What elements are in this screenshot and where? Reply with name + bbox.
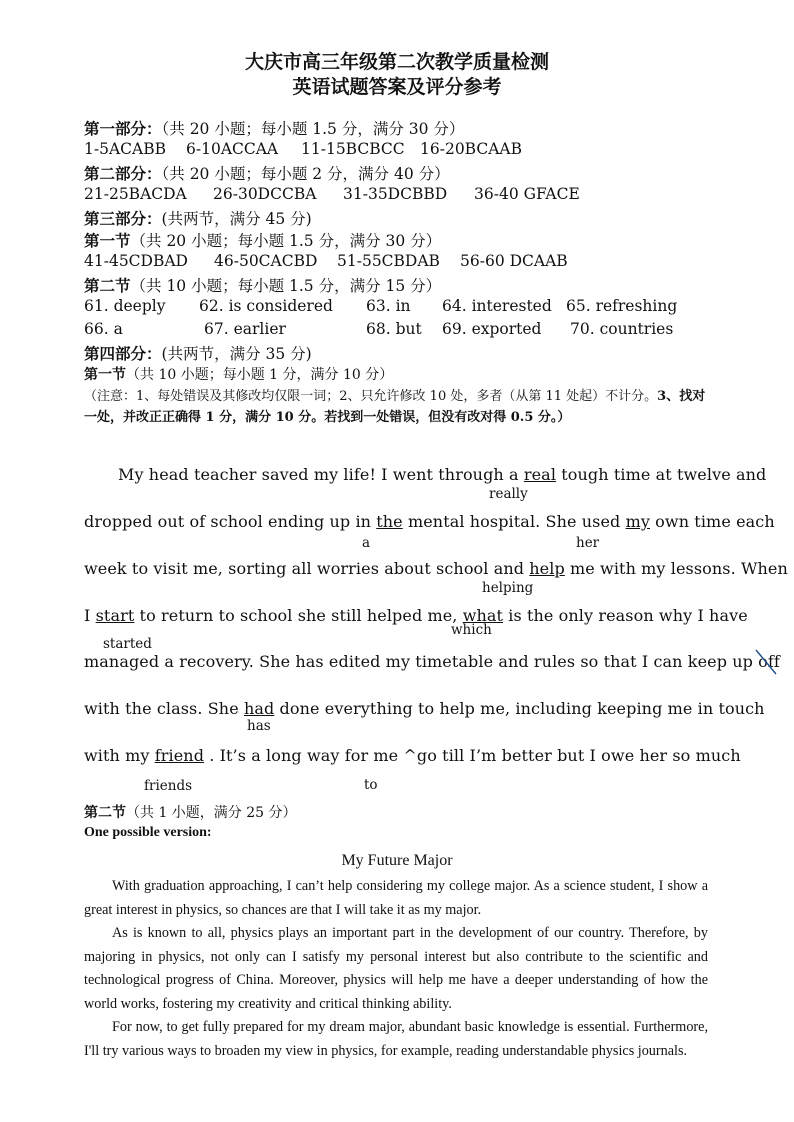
part4-sec2-header <box>84 802 297 822</box>
part3-sec1-answer: 51-55CBDAB <box>337 252 440 270</box>
correction-word: a <box>362 535 371 551</box>
essay-paragraph: As is known to all, physics plays an important part in the development of our country. Therefore, by majoring in physics, not only can I satisfy my personal interest but also contribute to the scientific and technological progress of China. Moreover, physics will help me have a deeper understanding of how the world works, fostering my creativity and critical thinking ability. <box>84 925 708 1012</box>
part1-answer: 1-5ACABB <box>84 140 166 158</box>
part3-sec2-answer: 69. exported <box>442 320 542 338</box>
part1-heading: 第一部分： <box>84 119 162 138</box>
error-word: what <box>462 606 504 625</box>
part4-desc: (共两节，满分 35 分) <box>161 345 312 363</box>
passage-line: with the class. She had done everything to help me, including keeping me in touch <box>84 699 765 718</box>
part3-sec2-answer: 61. deeply <box>84 297 166 315</box>
part2-desc: （共 20 小题；每小题 2 分，满分 40 分） <box>161 165 450 183</box>
scoring-note-plain: （注意：1、每处错误及其修改均仅限一词；2、只允许修改 10 处，多者（从第 11 处起）不计分。 <box>84 389 658 404</box>
part3-sec2-answer: 67. earlier <box>204 320 286 338</box>
part3-sec2-answer: 66. a <box>84 320 123 338</box>
part3-sec2-answer: 63. in <box>366 297 411 315</box>
part3-sec2-desc: （共 10 小题；每小题 1.5 分，满分 15 分） <box>130 277 442 295</box>
part1-answer: 11-15BCBCC <box>301 140 405 158</box>
part3-sec1-heading: 第一节 <box>84 231 131 250</box>
correction-word: her <box>576 535 600 551</box>
part3-sec2-heading: 第二节 <box>84 276 131 295</box>
essay-title: My Future Major <box>341 852 453 869</box>
part3-sec2-answer: 68. but <box>366 320 422 338</box>
part4-sec1-desc: （共 10 小题；每小题 1 分，满分 10 分） <box>126 367 394 383</box>
error-word: my <box>625 512 650 531</box>
delete-mark-icon <box>756 648 778 678</box>
correction-word: really <box>489 486 528 502</box>
error-word: off <box>758 652 780 671</box>
part2-heading: 第二部分： <box>84 164 162 183</box>
part1-answer: 6-10ACCAA <box>186 140 279 158</box>
passage-line: with my friend . It’s a long way for me ^go till I’m better but I owe her so much <box>84 746 741 765</box>
part3-sec2-header <box>84 274 441 296</box>
part2-header <box>84 162 450 184</box>
part3-sec1-desc: （共 20 小题；每小题 1.5 分，满分 30 分） <box>130 232 442 250</box>
passage-line: dropped out of school ending up in the mental hospital. She used my own time each <box>84 512 775 531</box>
part3-sec2-answer: 62. is considered <box>199 297 333 315</box>
part4-header <box>84 342 312 364</box>
part4-sec2-heading: 第二节 <box>84 805 126 821</box>
page-subtitle: 英语试题答案及评分参考 <box>292 76 502 98</box>
part3-sec1-answer: 56-60 DCAAB <box>460 252 568 270</box>
error-word: had <box>243 699 275 718</box>
scoring-note <box>84 386 710 428</box>
part1-answer: 16-20BCAAB <box>420 140 522 158</box>
scoring-note-bold: 3、找对一处，并改正正确得 1 分，满分 10 分。若找到一处错误，但没有改对得 0.5 分。） <box>84 389 706 425</box>
correction-word: which <box>451 622 492 638</box>
page-title: 大庆市高三年级第二次教学质量检测 <box>244 51 549 73</box>
part3-sec1-answer: 41-45CDBAD <box>84 252 188 270</box>
part3-sec1-answer: 46-50CACBD <box>214 252 318 270</box>
passage-line: managed a recovery. She has edited my timetable and rules so that I can keep up off <box>84 652 708 671</box>
part3-heading: 第三部分： <box>84 209 162 228</box>
correction-word: to <box>364 777 378 793</box>
passage-line: I start to return to school she still helped me, what is the only reason why I have <box>84 606 748 625</box>
part3-desc: (共两节，满分 45 分) <box>161 210 312 228</box>
passage-line: week to visit me, sorting all worries about school and help me with my lessons. When <box>84 559 788 578</box>
error-word: start <box>95 606 135 625</box>
part3-sec1-header <box>84 229 441 251</box>
part3-sec2-answer: 65. refreshing <box>566 297 678 315</box>
part2-answer: 21-25BACDA <box>84 185 187 203</box>
correction-word: started <box>103 636 152 652</box>
passage-line: My head teacher saved my life! I went through a real tough time at twelve and <box>118 465 767 484</box>
part1-header <box>84 117 464 139</box>
error-word: help <box>529 559 565 578</box>
essay-body <box>84 875 708 1063</box>
essay-paragraph: For now, to get fully prepared for my dream major, abundant basic knowledge is essential. Furthermore, I'll try various ways to broaden my view in physics, for example, reading understandable physics journals. <box>84 1019 708 1059</box>
part2-answer: 36-40 GFACE <box>474 185 580 203</box>
part3-header <box>84 207 312 229</box>
part3-sec2-answer: 70. countries <box>570 320 674 338</box>
correction-word: has <box>247 718 271 734</box>
version-label: One possible version: <box>84 825 212 840</box>
correction-word: helping <box>482 580 534 596</box>
error-word: the <box>376 512 403 531</box>
part2-answer: 31-35DCBBD <box>343 185 448 203</box>
part2-answer: 26-30DCCBA <box>213 185 317 203</box>
error-word: friend <box>154 746 205 765</box>
error-word: real <box>523 465 557 484</box>
part4-sec1-header <box>84 364 393 384</box>
essay-paragraph: With graduation approaching, I can’t help considering my college major. As a science student, I show a great interest in physics, so chances are that I will take it as my major. <box>84 878 708 918</box>
part4-sec1-heading: 第一节 <box>84 367 126 383</box>
part4-heading: 第四部分： <box>84 344 162 363</box>
part4-sec2-desc: （共 1 小题，满分 25 分） <box>126 805 297 821</box>
part1-desc: （共 20 小题；每小题 1.5 分，满分 30 分） <box>161 120 465 138</box>
correction-word: friends <box>144 778 193 794</box>
part3-sec2-answer: 64. interested <box>442 297 552 315</box>
